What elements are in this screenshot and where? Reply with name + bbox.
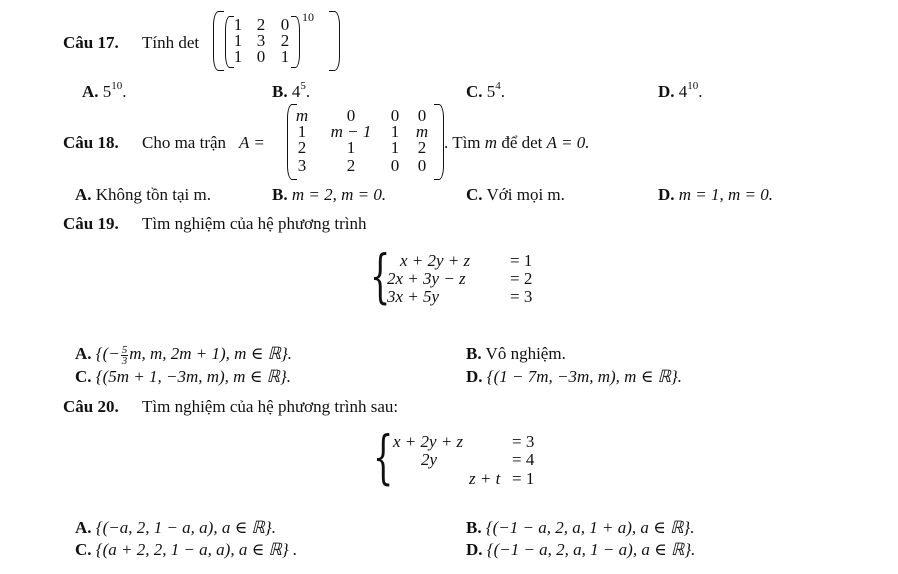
q20-system-brace: { [373,423,394,491]
q18-cell: 0 [417,106,427,125]
q17-option-c[interactable]: C. $5^4$. [466,80,506,101]
q17-matrix-paren-right [291,16,300,68]
q17-cell: 1 [233,15,243,34]
q20-equation-rhs: = 4 [512,450,535,469]
q19-option-b[interactable]: B. Vô nghiệm. [466,344,566,363]
fraction: $\frac{5}{3}$ [121,343,128,367]
q18-cell: 0 [390,156,400,175]
q20-text: Tìm nghiệm của hệ phương trình sau: [142,397,399,416]
q17-cell: 0 [280,15,290,34]
q20-equation-rhs: = 3 [512,432,535,451]
q18-option-b[interactable]: B. m = 2, m = 0. [272,185,387,204]
q19-equation-rhs: = 1 [510,251,533,270]
q18-cell: 1 [390,122,400,141]
q17-cell: 2 [280,31,290,50]
q19-equation-rhs: = 3 [510,287,533,306]
q19-equation: x + 2y + z [400,251,471,270]
q18-label: Câu 18. [63,133,119,152]
q18-cell: 2 [346,156,356,175]
q19-option-a[interactable]: A. {(− $\frac{5}{3}$ m, m, 2m + 1), m ∈ ℝ}. [75,343,293,367]
q18-cell: 0 [417,156,427,175]
q20-equation: x + 2y + z [393,432,464,451]
q19-equation-rhs: = 2 [510,269,533,288]
q20-option-b[interactable]: B. {(−1 − a, 2, a, 1 + a), a ∈ ℝ}. [466,518,695,537]
q19-equation: 2x + 3y − z [387,269,466,288]
q18-cell: 1 [346,138,356,157]
q20-option-a[interactable]: A. {(−a, 2, 1 − a, a), a ∈ ℝ}. [75,518,276,537]
q17-cell: 1 [280,47,290,66]
q18-cell: m [415,122,429,141]
q18-cell: 1 [297,122,307,141]
q17-cell: 3 [256,31,266,50]
q18-cell: 0 [390,106,400,125]
q17-label: Câu 17. [63,33,119,52]
q18-question-tail: . Tìm m để det A = 0. [444,133,590,152]
q20-label: Câu 20. [63,397,119,416]
q18-cell: 0 [346,106,356,125]
q18-text: Cho ma trận [142,133,227,152]
q18-matrix-paren-right [434,104,444,180]
q17-option-a[interactable]: A. $5^{10}$. [82,80,127,101]
q20-equation: z + t [469,469,501,488]
q20-option-d[interactable]: D. {(−1 − a, 2, a, 1 − a), a ∈ ℝ}. [466,540,696,559]
q20-option-c[interactable]: C. {(a + 2, 2, 1 − a, a), a ∈ ℝ} . [75,540,298,559]
q18-cell: 2 [297,138,307,157]
q19-text: Tìm nghiệm của hệ phương trình [142,214,367,233]
q19-equation: 3x + 5y [387,287,440,306]
q18-cell: 1 [390,138,400,157]
q18-var: A = [239,133,265,152]
q17-option-d[interactable]: D. $4^{10}$. [658,80,703,101]
q18-cell: 2 [417,138,427,157]
q19-label: Câu 19. [63,214,119,233]
q17-cell: 1 [233,47,243,66]
q18-option-d[interactable]: D. m = 1, m = 0. [658,185,774,204]
q18-cell: m [295,106,309,125]
q18-option-c[interactable]: C. Với mọi m. [466,185,565,204]
q17-cell: 0 [256,47,266,66]
q17-cell: 1 [233,31,243,50]
q19-option-c[interactable]: C. {(5m + 1, −3m, m), m ∈ ℝ}. [75,367,292,386]
q17-outer-paren-right [329,11,340,71]
q18-option-a[interactable]: A. Không tồn tại m. [75,185,211,204]
q17-text: Tính det [142,33,200,52]
q19-option-d[interactable]: D. {(1 − 7m, −3m, m), m ∈ ℝ}. [466,367,683,386]
q17-outer-paren-left [213,11,224,71]
q17-option-b[interactable]: B. $4^5$. [272,80,311,101]
q19-system-brace: { [370,242,391,310]
q18-cell: m − 1 [330,122,372,141]
q17-cell: 2 [256,15,266,34]
q18-cell: 3 [297,156,307,175]
q17-power: 10 [302,10,314,24]
q20-equation-rhs: = 1 [512,469,535,488]
q20-equation: 2y [421,450,438,469]
